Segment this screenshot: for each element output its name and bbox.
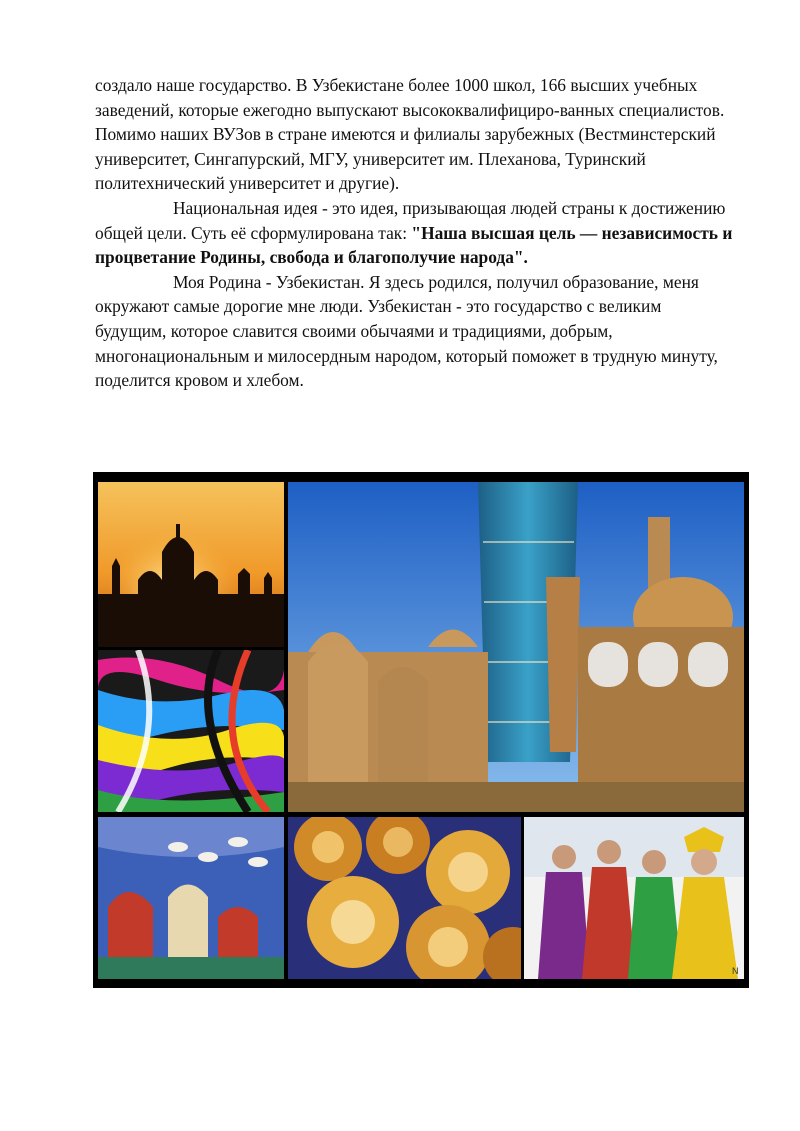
dancers-in-national-costume-photo	[524, 817, 744, 979]
paragraph-text: создало наше государство. В Узбекистане более 1000 школ, 166 высших учебных заведений, которые ежегодно выпускают высококвалифициро-ванных специалистов. Помимо наших ВУЗов в стране имеются и филиалы зарубежных (Вестминстерский университет, Сингапурский, МГУ, университет им. Плеханова, Туринский политехнический университет и другие).	[95, 75, 725, 194]
paragraph-p2	[95, 196, 735, 270]
photo-collage	[93, 472, 749, 988]
sunset-mosque-silhouette-photo	[98, 482, 284, 647]
uzbek-bread-non-photo	[288, 817, 521, 979]
paragraph-text: Национальная идея - это идея, призывающая людей страны к достижению общей цели. Суть её сформулирована так:	[95, 197, 726, 243]
paragraph-text: Моя Родина - Узбекистан. Я здесь родился, получил образование, меня окружают самые дорогие мне люди. Узбекистан - это государство с великим будущим, которое славится своими обычаями и традициями, добрым, многонациональным и милосердным народом, который поможет в трудную минуту, поделится кровом и хлебом.	[95, 271, 718, 391]
atlas-silk-fabric-photo	[98, 650, 284, 812]
miniature-painting-photo	[98, 817, 284, 979]
paragraph-p1	[95, 73, 735, 196]
paragraph-p3	[95, 270, 735, 393]
watermark-text: N	[732, 966, 739, 976]
bold-quote: "Наша высшая цель — независимость и процветание Родины, свобода и благополучие народа".	[95, 222, 733, 268]
khiva-minaret-city-photo	[288, 482, 744, 812]
document-text	[95, 73, 735, 393]
